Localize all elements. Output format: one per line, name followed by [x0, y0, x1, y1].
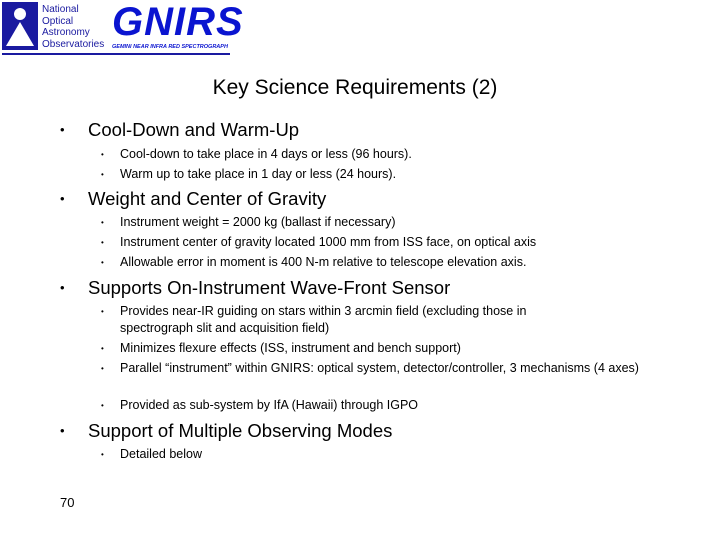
section-heading — [60, 277, 450, 299]
item-text: Instrument weight = 2000 kg (ballast if necessary) — [120, 215, 396, 229]
list-item — [101, 340, 660, 357]
list-item — [101, 166, 660, 183]
section-heading — [60, 119, 299, 141]
gnirs-logo — [2, 0, 244, 52]
page-number: 70 — [60, 495, 75, 510]
gnirs-wordmark: GNIRS — [112, 0, 244, 44]
item-text: Minimizes flexure effects (ISS, instrument and bench support) — [120, 341, 461, 355]
item-text: Provided as sub-system by IfA (Hawaii) through IGPO — [120, 398, 419, 412]
gnirs-subtitle: GEMINI NEAR INFRA RED SPECTROGRAPH — [112, 44, 228, 50]
noao-line: Observatories — [42, 38, 105, 50]
bullet-icon: • — [101, 218, 104, 227]
bullet-icon: • — [101, 344, 104, 353]
list-item — [101, 397, 660, 414]
bullet-icon: • — [101, 364, 104, 373]
slide-title: Key Science Requirements (2) — [212, 76, 498, 99]
noao-logo-icon — [2, 2, 38, 50]
bullet-icon: • — [101, 258, 104, 267]
heading-text: Support of Multiple Observing Modes — [88, 420, 393, 441]
list-item — [101, 360, 655, 377]
list-item — [101, 303, 590, 337]
section-heading — [60, 188, 326, 210]
list-item — [101, 214, 660, 231]
noao-line: Optical — [42, 15, 74, 27]
bullet-icon: • — [60, 280, 65, 295]
item-text: Cool-down to take place in 4 days or less (96 hours). — [120, 147, 412, 161]
item-text: Parallel “instrument” within GNIRS: optical system, detector/controller, 3 mechanisms (4 axes) — [120, 361, 639, 375]
noao-line: Astronomy — [42, 27, 90, 38]
bullet-icon: • — [60, 423, 65, 438]
bullet-icon: • — [60, 122, 65, 137]
bullet-icon: • — [101, 238, 104, 247]
noao-line: National — [42, 4, 79, 15]
list-item — [101, 234, 660, 251]
item-text: Detailed below — [120, 447, 202, 461]
heading-text: Supports On-Instrument Wave-Front Sensor — [88, 277, 451, 298]
item-text: Provides near-IR guiding on stars within 3 arcmin field (excluding those in spectrograph slit and acquisition field) — [120, 304, 527, 335]
bullet-icon: • — [101, 150, 104, 159]
bullet-icon: • — [60, 191, 65, 206]
bullet-icon: • — [101, 401, 104, 410]
item-text: Allowable error in moment is 400 N-m relative to telescope elevation axis. — [120, 255, 527, 269]
bullet-icon: • — [101, 170, 104, 179]
item-text: Warm up to take place in 1 day or less (24 hours). — [120, 167, 397, 181]
heading-text: Cool-Down and Warm-Up — [88, 119, 300, 140]
item-text: Instrument center of gravity located 1000 mm from ISS face, on optical axis — [120, 235, 537, 249]
list-item — [101, 254, 660, 271]
bullet-icon: • — [101, 450, 104, 459]
bullet-icon: • — [101, 307, 104, 316]
list-item — [101, 146, 660, 163]
list-item — [101, 446, 660, 463]
noao-name — [42, 4, 104, 50]
header-rule — [2, 53, 230, 55]
section-heading — [60, 420, 392, 442]
heading-text: Weight and Center of Gravity — [88, 188, 327, 209]
